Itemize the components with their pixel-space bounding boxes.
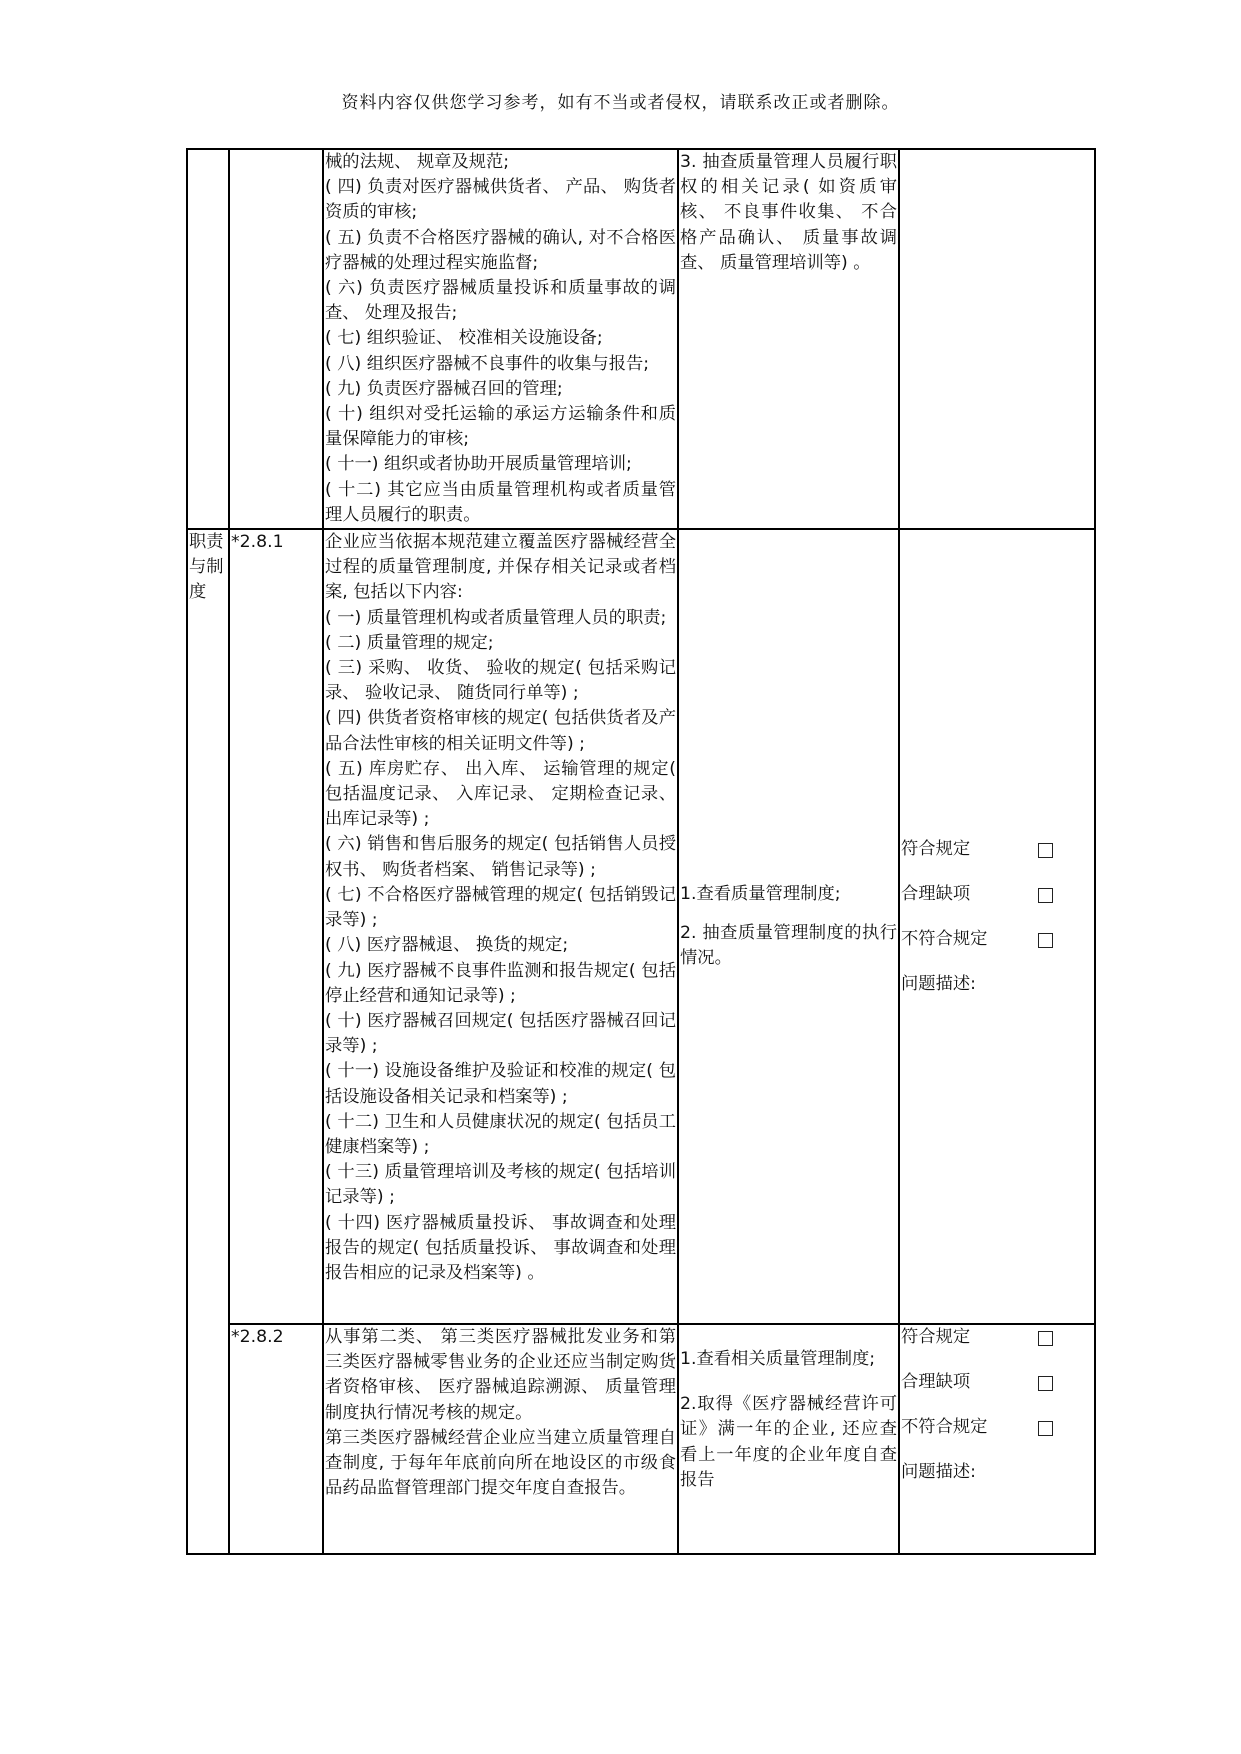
requirement-line: ( 八) 组织医疗器械不良事件的收集与报告; <box>325 353 650 374</box>
option-noncomply[interactable] <box>901 927 1093 952</box>
problem-label: 问题描述: <box>901 1462 976 1483</box>
checkbox-icon[interactable] <box>1038 1421 1053 1436</box>
method-cell <box>678 1324 899 1554</box>
requirement-line: ( 六) 销售和售后服务的规定( 包括销售人员授权书、 购货者档案、 销售记录等) ; <box>325 834 676 880</box>
requirement-line: ( 十二) 其它应当由质量管理机构或者质量管理人员履行的职责。 <box>325 479 676 525</box>
requirement-line: ( 十) 医疗器械召回规定( 包括医疗器械召回记录等) ; <box>325 1010 676 1057</box>
option-label: 不符合规定 <box>901 928 988 949</box>
method-cell <box>678 149 899 529</box>
checkbox-icon[interactable] <box>1038 933 1053 948</box>
table-row-2-8-2 <box>187 1324 1095 1554</box>
requirement-line: ( 二) 质量管理的规定; <box>325 632 494 653</box>
requirement-line: ( 七) 组织验证、 校准相关设施设备; <box>325 328 603 349</box>
requirement-line: ( 十三) 质量管理培训及考核的规定( 包括培训记录等) ; <box>325 1162 676 1208</box>
requirement-cell <box>323 529 678 1324</box>
method-item-1: 1.查看相关质量管理制度; <box>680 1349 876 1370</box>
option-defect[interactable] <box>901 1370 1093 1395</box>
option-label: 符合规定 <box>901 1327 971 1348</box>
requirement-line: 械的法规、 规章及规范; <box>325 152 510 172</box>
requirement-line: 企业应当依据本规范建立覆盖医疗器械经营全过程的质量管理制度, 并保存相关记录或者档案, 包括以下内容: <box>325 532 676 603</box>
requirement-line: 第三类医疗器械经营企业应当建立质量管理自查制度, 于每年年底前向所在地设区的市级食品药品监督管理部门提交年度自查报告。 <box>325 1427 676 1499</box>
category-label: 职责与制度 <box>189 532 224 603</box>
requirement-line: ( 九) 负责医疗器械召回的管理; <box>325 378 563 399</box>
result-cell <box>899 1324 1095 1554</box>
checkbox-icon[interactable] <box>1038 1331 1053 1346</box>
option-label: 合理缺项 <box>901 1372 971 1393</box>
item-code: *2.8.1 <box>229 529 323 1324</box>
option-label: 不符合规定 <box>901 1417 988 1438</box>
option-comply[interactable] <box>901 837 1093 862</box>
checkbox-icon[interactable] <box>1038 843 1053 858</box>
requirement-line: ( 十一) 组织或者协助开展质量管理培训; <box>325 454 632 475</box>
code-cell-empty <box>229 149 323 529</box>
table-row-2-8-1 <box>187 529 1095 1324</box>
requirement-line: ( 六) 负责医疗器械质量投诉和质量事故的调查、 处理及报告; <box>325 278 676 324</box>
method-item-2: 2. 抽查质量管理制度的执行情况。 <box>680 922 897 969</box>
requirement-line: ( 十) 组织对受托运输的承运方运输条件和质量保障能力的审核; <box>325 404 676 450</box>
option-noncomply[interactable] <box>901 1415 1093 1440</box>
requirement-cell <box>323 149 678 529</box>
requirement-line: ( 十四) 医疗器械质量投诉、 事故调查和处理报告的规定( 包括质量投诉、 事故调查和处理报告相应的记录及档案等) 。 <box>325 1212 676 1283</box>
requirement-line: ( 五) 库房贮存、 出入库、 运输管理的规定( 包括温度记录、 入库记录、 定期检查记录、 出库记录等) ; <box>325 758 676 830</box>
option-comply[interactable] <box>901 1325 1093 1350</box>
method-text: 3. 抽查质量管理人员履行职权的相关记录( 如资质审核、 不良事件收集、 不合格产品确认、 质量事故调查、 质量管理培训等) 。 <box>680 152 897 273</box>
result-cell-empty <box>899 149 1095 529</box>
item-code: *2.8.2 <box>229 1324 323 1554</box>
method-cell <box>678 529 899 1324</box>
requirement-line: ( 一) 质量管理机构或者质量管理人员的职责; <box>325 607 667 628</box>
checkbox-icon[interactable] <box>1038 888 1053 903</box>
result-cell <box>899 529 1095 1324</box>
requirement-line: ( 七) 不合格医疗器械管理的规定( 包括销毁记录等) ; <box>325 884 676 931</box>
checkbox-icon[interactable] <box>1038 1376 1053 1391</box>
requirement-line: 从事第二类、 第三类医疗器械批发业务和第三类医疗器械零售业务的企业还应当制定购货者资格审核、 医疗器械追踪溯源、 质量管理制度执行情况考核的规定。 <box>325 1327 676 1423</box>
problem-description[interactable] <box>901 972 1093 997</box>
disclaimer-header: 资料内容仅供您学习参考，如有不当或者侵权，请联系改正或者删除。 <box>341 93 900 113</box>
method-item-2: 2.取得《医疗器械经营许可证》满一年的企业, 还应查看上一年度的企业年度自查报告 <box>680 1394 897 1490</box>
problem-description[interactable] <box>901 1460 1093 1485</box>
category-cell-empty <box>187 149 229 529</box>
requirement-line: ( 九) 医疗器械不良事件监测和报告规定( 包括停止经营和通知记录等) ; <box>325 960 676 1006</box>
requirement-line: ( 八) 医疗器械退、 换货的规定; <box>325 935 569 956</box>
requirement-line: ( 五) 负责不合格医疗器械的确认, 对不合格医疗器械的处理过程实施监督; <box>325 227 676 273</box>
problem-label: 问题描述: <box>901 973 976 994</box>
category-cell <box>187 529 229 1554</box>
option-defect[interactable] <box>901 882 1093 907</box>
table-row-continued <box>187 149 1095 529</box>
inspection-table <box>186 148 1096 1555</box>
requirement-line: ( 三) 采购、 收货、 验收的规定( 包括采购记录、 验收记录、 随货同行单等) ; <box>325 658 676 704</box>
method-item-1: 1.查看质量管理制度; <box>680 883 841 904</box>
option-label: 符合规定 <box>901 838 971 859</box>
requirement-line: ( 十二) 卫生和人员健康状况的规定( 包括员工健康档案等) ; <box>325 1111 676 1157</box>
option-label: 合理缺项 <box>901 883 971 904</box>
requirement-line: ( 四) 负责对医疗器械供货者、 产品、 购货者资质的审核; <box>325 177 676 223</box>
requirement-line: ( 十一) 设施设备维护及验证和校准的规定( 包括设施设备相关记录和档案等) ; <box>325 1061 676 1107</box>
requirement-line: ( 四) 供货者资格审核的规定( 包括供货者及产品合法性审核的相关证明文件等) ; <box>325 708 676 754</box>
requirement-cell <box>323 1324 678 1554</box>
